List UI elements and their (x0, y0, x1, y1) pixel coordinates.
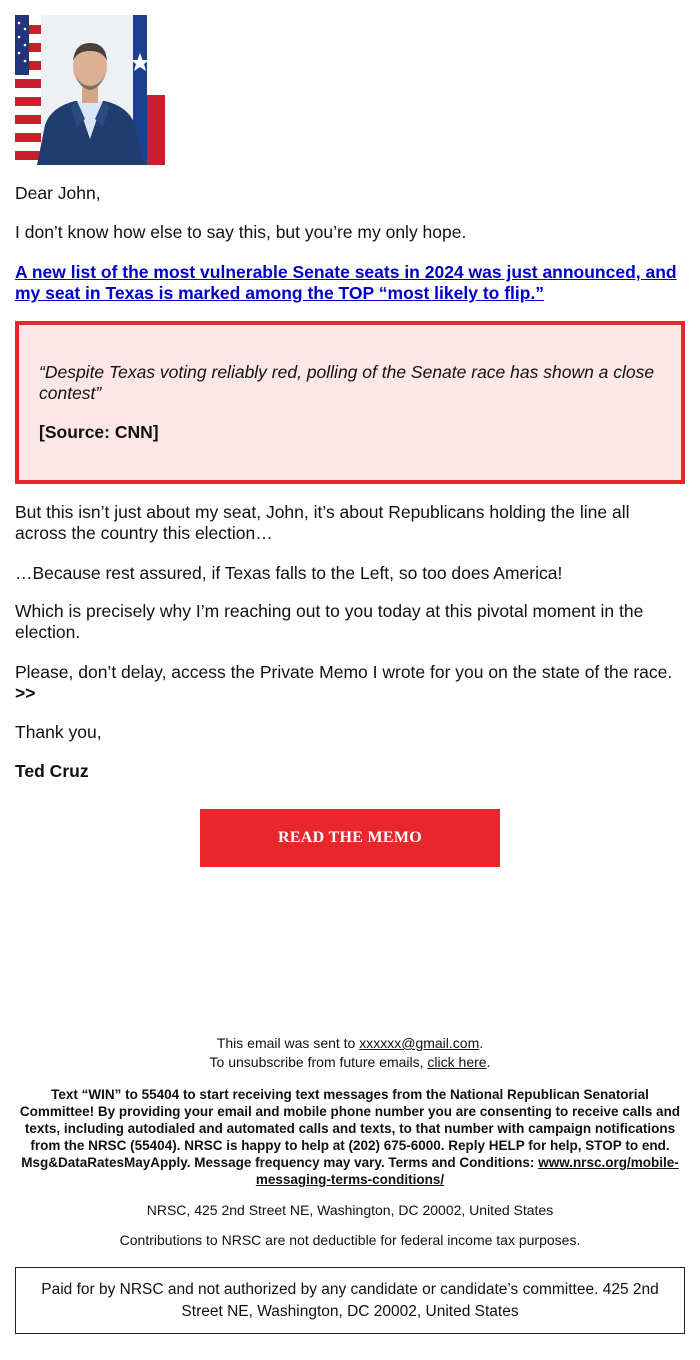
us-flag-icon (15, 15, 41, 165)
recipient-email-link[interactable]: xxxxxx@gmail.com (359, 1035, 480, 1051)
unsubscribe-prefix: To unsubscribe from future emails, (209, 1054, 428, 1070)
portrait-image (15, 15, 165, 165)
terms-link[interactable]: www.nrsc.org/mobile-messaging-terms-conditions/ (255, 1155, 679, 1187)
quote-callout (15, 321, 685, 484)
sent-to-line (15, 1034, 685, 1053)
memo-arrow: >> (15, 683, 36, 703)
sent-to-prefix: This email was sent to (216, 1035, 360, 1051)
sent-to-suffix: . (479, 1035, 484, 1051)
signature: Ted Cruz (15, 761, 89, 781)
quote-source: [Source: CNN] (39, 422, 159, 442)
memo-text: Please, don’t delay, access the Private Memo I wrote for you on the state of the race. (15, 662, 673, 682)
footer (15, 1034, 685, 1250)
sms-disclaimer (15, 1086, 685, 1188)
paragraph-seat: But this isn’t just about my seat, John, it’s about Republicans holding the line all across the country this election… (15, 502, 630, 543)
paid-for-disclaimer: Paid for by NRSC and not authorized by any candidate or candidate’s committee. 425 2nd Street NE, Washington, DC 20002, United States (15, 1267, 685, 1334)
headline-paragraph (15, 262, 685, 304)
paragraph-texas: …Because rest assured, if Texas falls to the Left, so too does America! (15, 563, 563, 583)
paragraph-memo (15, 662, 685, 704)
sender-photo (15, 15, 165, 165)
mailing-address: NRSC, 425 2nd Street NE, Washington, DC 20002, United States (146, 1202, 554, 1218)
sms-text: Text “WIN” to 55404 to start receiving text messages from the National Republican Senatorial Committee! By providing your email and mobile phone number you are consenting to receive calls and texts, including autodialed and automated calls and texts, to that number with campaign notifications from the NRSC (55404). NRSC is happy to help at (202) 675-6000. Reply HELP for help, STOP to end. Msg&DataRatesMayApply. Message frequency may vary. Terms and Conditions: (19, 1087, 681, 1170)
tax-note: Contributions to NRSC are not deductible for federal income tax purposes. (119, 1232, 581, 1248)
unsubscribe-link[interactable]: click here (427, 1054, 487, 1070)
greeting: Dear John, (15, 183, 101, 203)
quote-text: “Despite Texas voting reliably red, polling of the Senate race has shown a close contest” (39, 362, 655, 403)
read-memo-button[interactable]: READ THE MEMO (200, 809, 500, 867)
headline-link[interactable]: A new list of the most vulnerable Senate seats in 2024 was just announced, and my seat in Texas is marked among the TOP “most likely to flip.” (15, 262, 677, 303)
signoff: Thank you, (15, 722, 102, 742)
intro-paragraph: I don’t know how else to say this, but you’re my only hope. (15, 222, 467, 242)
paragraph-reaching-out: Which is precisely why I’m reaching out to you today at this pivotal moment in the election. (15, 601, 644, 642)
unsubscribe-suffix: . (486, 1054, 491, 1070)
unsubscribe-line (15, 1053, 685, 1072)
